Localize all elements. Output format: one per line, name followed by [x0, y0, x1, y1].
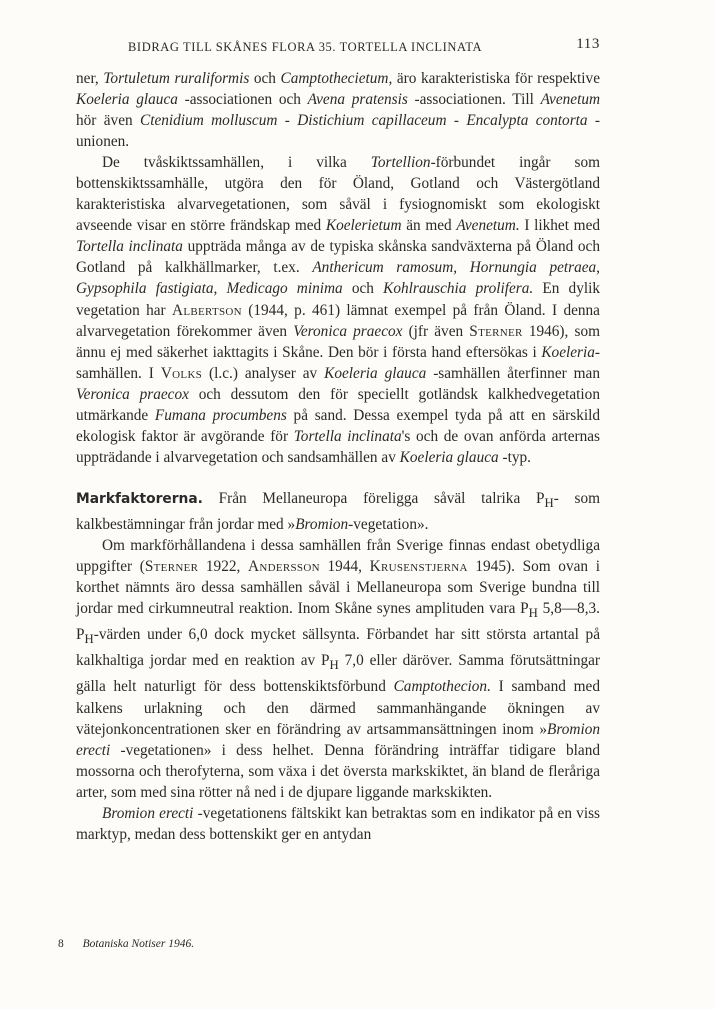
paragraph — [76, 535, 600, 803]
text-run: och — [249, 70, 281, 87]
italic-term: Ctenidium molluscum - Distichium capillaceum - Encalypta contorta — [140, 112, 588, 130]
page-number: 113 — [576, 36, 600, 52]
text-run: -associationen. Till — [407, 91, 541, 109]
subscript: H — [84, 632, 94, 647]
running-title: BIDRAG TILL SKÅNES FLORA 35. TORTELLA INCLINATA — [128, 40, 483, 54]
section-paragraph — [76, 488, 600, 535]
text-run: I likhet med — [519, 217, 601, 235]
italic-term: Koeleria glauca — [324, 364, 427, 382]
italic-term: Tortella inclinata — [76, 238, 183, 256]
text-run: De tvåskiktssamhällen, i vilka — [102, 154, 371, 172]
subscript: H — [329, 658, 339, 673]
italic-term: Avena pratensis — [307, 91, 408, 109]
paragraph — [76, 152, 600, 468]
text-run: (1944, p. 461) lämnat exempel på från Öland. I denna alvarvegetation förekommer även — [76, 301, 600, 340]
text-run: 1922, — [198, 558, 249, 576]
text-run: 's och de ovan anförda arternas uppträdande i alvarvegetation och sandsamhällen av — [76, 427, 600, 466]
text-run: -unionen. — [76, 112, 601, 151]
italic-term: Bromion erecti — [102, 804, 194, 822]
italic-term: Bromion — [295, 515, 349, 533]
author-name: Volks — [160, 364, 203, 382]
italic-term: Camptothecietum, — [280, 70, 393, 87]
text-run: -associationen och — [177, 91, 308, 109]
text-run: En dylik vegetation har — [76, 280, 600, 319]
text-run: hör även — [76, 112, 141, 130]
text-run: -typ. — [498, 448, 531, 466]
italic-term: Koelerietum — [325, 217, 402, 235]
text-run: Från Mellaneuropa föreligga såväl talrika P — [202, 489, 545, 507]
text-run: -vegetationen» i dess helhet. Denna förändring inträffar tidigare bland mossorna och therofyterna, som växa i det översta markskiktet, än bland de fleråriga arter, som med sina rötter nå ned i de djupare liggande markskikten. — [76, 741, 600, 801]
paragraph — [76, 803, 600, 845]
text-run: 1944, — [319, 558, 370, 576]
text-run: äro karakteristiska för respektive — [392, 70, 600, 87]
text-run: uppträda många av de typiska skånska sandväxterna på Öland och Gotland på kalkhällmarker, t.ex. — [76, 238, 600, 277]
text-run: än med — [401, 217, 457, 235]
text-run: (jfr även — [402, 322, 470, 340]
text-run: 1945). Som ovan i korthet nämnts äro dessa samhällen såväl i Mellaneuropa som Sverige bundna till jordar med cirkumneutral reaktion. Inom Skåne synes amplituden vara P — [76, 558, 600, 618]
italic-term: Tortuletum ruraliformis — [103, 70, 250, 87]
text-run: I samband med kalkens urlakning och den därmed sammanhängande ökningen av vätejonkoncentrationen sker en förändring av artsammansättningen inom » — [76, 678, 600, 738]
italic-term: Camptothecion. — [393, 678, 491, 696]
section-heading: Markfaktorerna. — [76, 490, 203, 507]
text-run: - som kalkbestämningar från jordar med » — [76, 489, 601, 533]
italic-term: Kohlrauschia prolifera. — [383, 280, 534, 298]
author-name: Albertson — [171, 301, 242, 319]
text-run: -vegetation». — [348, 515, 429, 533]
text-run: Om markförhållandena i dessa samhällen från Sverige finnas endast obetydliga uppgifter ( — [76, 537, 600, 576]
italic-term: Koeleria glauca — [76, 91, 178, 109]
italic-term: Fumana procumbens — [154, 406, 287, 424]
author-name: Sterner — [144, 558, 199, 576]
author-name: Sterner — [469, 322, 523, 340]
running-header — [76, 36, 600, 60]
text-run: ner, — [76, 70, 104, 87]
text-run: -värden under 6,0 dock mycket sällsynta. Förbandet har sitt största artantal på kalkhaltiga jordar med en reaktion av P — [76, 626, 600, 670]
text-run: -förbundet ingår som bottenskiktssamhälle, utgöra den för Öland, Gotland och Västergötland karakteristiska alvarvegetationen, som såväl i fysiognomiskt som ekologiskt avseende visar en större frändskap med — [76, 154, 600, 235]
subscript: H — [528, 606, 538, 621]
italic-term: Tortella inclinata — [293, 427, 402, 445]
text-run: 1946), som ännu ej med säkerhet iakttagits i Skåne. Den bör i första hand eftersökas i — [76, 322, 600, 361]
italic-term: Veronica praecox — [76, 385, 189, 403]
text-run: -samhällen. I — [76, 343, 600, 382]
italic-term: Veronica praecox — [293, 322, 403, 340]
page-footer — [58, 938, 194, 950]
italic-term: Avenetum — [540, 91, 601, 109]
text-run: -samhällen återfinner man — [426, 364, 600, 382]
text-run: på sand. Dessa exempel tyda på att en särskild ekologisk faktor är avgörande för — [76, 406, 600, 445]
text-run: 5,8—8,3. P — [76, 600, 601, 644]
italic-term: Anthericum ramosum, Hornungia petraea, Gypsophila fastigiata, Medicago minima — [76, 259, 601, 298]
italic-term: Avenetum. — [456, 217, 520, 235]
author-name: Andersson — [248, 558, 320, 576]
journal-name: Botaniska Notiser 1946. — [82, 938, 195, 950]
author-name: Krusenstjerna — [369, 558, 468, 576]
italic-term: Tortellion — [370, 154, 431, 172]
text-run: -vegetationens fältskikt kan betraktas som en indikator på en viss marktyp, medan dess bottenskikt ger en antydan — [76, 804, 600, 843]
text-run: och dessutom den för speciellt gotländsk kalkhedvegetation utmärkande — [76, 385, 600, 424]
text-run: 7,0 eller däröver. Samma förutsättningar gälla helt naturligt för dess bottenskiktsförbund — [76, 652, 601, 696]
italic-term: Koeleria — [541, 343, 595, 361]
body-text — [76, 68, 600, 845]
italic-term: Bromion erecti — [76, 720, 600, 759]
paragraph — [76, 68, 600, 152]
page — [76, 36, 600, 845]
italic-term: Koeleria glauca — [399, 448, 499, 466]
text-run: och — [342, 280, 384, 298]
subscript: H — [544, 495, 554, 510]
signature-mark: 8 — [58, 938, 64, 950]
text-run: (l.c.) analyser av — [202, 364, 325, 382]
